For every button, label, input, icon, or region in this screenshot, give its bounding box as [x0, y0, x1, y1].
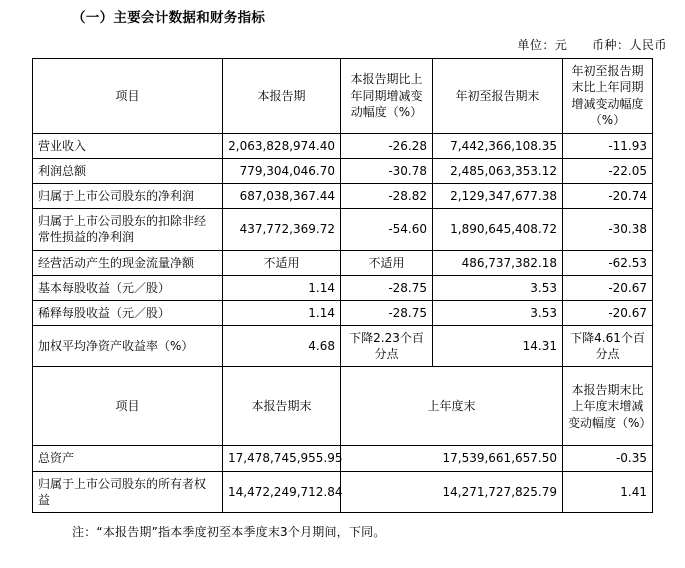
row-ytd-change-value: -30.38: [563, 209, 653, 250]
balance-sheet-table: [32, 366, 653, 513]
row-ytd-value: 3.53: [433, 300, 563, 325]
row-change-value: 不适用: [341, 250, 433, 275]
table-row: [33, 326, 653, 367]
row-current-value: 4.68: [223, 326, 341, 367]
row-item-label: 归属于上市公司股东的所有者权益: [33, 471, 223, 512]
row-change-value: -28.75: [341, 300, 433, 325]
table-row: [33, 446, 653, 471]
row-ytd-value: 3.53: [433, 275, 563, 300]
table-header-row: [33, 367, 653, 446]
row-current-value: 437,772,369.72: [223, 209, 341, 250]
row-ytd-value: 14.31: [433, 326, 563, 367]
row-ytd-change-value: -20.74: [563, 183, 653, 208]
table-header-row: [33, 58, 653, 133]
row-ytd-change-value: -20.67: [563, 300, 653, 325]
row-change-value: 1.41: [563, 471, 653, 512]
header-ytd: 年初至报告期末: [433, 58, 563, 133]
row-change-value: -0.35: [563, 446, 653, 471]
table-row: [33, 300, 653, 325]
row-change-value: -28.75: [341, 275, 433, 300]
row-item-label: 加权平均净资产收益率（%）: [33, 326, 223, 367]
unit-label: 单位：元: [517, 37, 568, 52]
row-change-value: 下降2.23个百分点: [341, 326, 433, 367]
table-row: [33, 183, 653, 208]
row-item-label: 营业收入: [33, 133, 223, 158]
row-ytd-value: 7,442,366,108.35: [433, 133, 563, 158]
row-ytd-value: 2,129,347,677.38: [433, 183, 563, 208]
row-item-label: 稀释每股收益（元／股）: [33, 300, 223, 325]
row-current-value: 2,063,828,974.40: [223, 133, 341, 158]
currency-label: 币种：人民币: [591, 37, 667, 52]
row-current-value: 1.14: [223, 275, 341, 300]
header-ytd-change: 年初至报告期末比上年同期增减变动幅度（%）: [563, 58, 653, 133]
row-ytd-change-value: -22.05: [563, 158, 653, 183]
row-last-year-end-value: 14,271,727,825.79: [341, 471, 563, 512]
row-ytd-change-value: -20.67: [563, 275, 653, 300]
row-item-label: 归属于上市公司股东的扣除非经常性损益的净利润: [33, 209, 223, 250]
header-period-end: 本报告期末: [223, 367, 341, 446]
row-ytd-change-value: -62.53: [563, 250, 653, 275]
row-ytd-value: 486,737,382.18: [433, 250, 563, 275]
row-item-label: 总资产: [33, 446, 223, 471]
row-current-value: 779,304,046.70: [223, 158, 341, 183]
row-item-label: 经营活动产生的现金流量净额: [33, 250, 223, 275]
row-change-value: -28.82: [341, 183, 433, 208]
header-item: 项目: [33, 367, 223, 446]
row-change-value: -26.28: [341, 133, 433, 158]
table-row: [33, 133, 653, 158]
row-current-value: 1.14: [223, 300, 341, 325]
row-item-label: 利润总额: [33, 158, 223, 183]
page-title: （一）主要会计数据和财务指标: [72, 10, 266, 26]
row-current-value: 687,038,367.44: [223, 183, 341, 208]
financial-indicators-table: [32, 58, 653, 368]
row-period-end-value: 14,472,249,712.84: [223, 471, 341, 512]
header-current-change: 本报告期比上年同期增减变动幅度（%）: [341, 58, 433, 133]
row-item-label: 基本每股收益（元／股）: [33, 275, 223, 300]
table-row: [33, 250, 653, 275]
row-ytd-value: 1,890,645,408.72: [433, 209, 563, 250]
header-current-period: 本报告期: [223, 58, 341, 133]
row-item-label: 归属于上市公司股东的净利润: [33, 183, 223, 208]
header-change: 本报告期末比上年度末增减变动幅度（%）: [563, 367, 653, 446]
header-last-year-end: 上年度末: [341, 367, 563, 446]
table-row: [33, 209, 653, 250]
row-period-end-value: 17,478,745,955.95: [223, 446, 341, 471]
header-item: 项目: [33, 58, 223, 133]
table-note: 注：“本报告期”指本季度初至本季度末3个月期间，下同。: [72, 525, 386, 540]
row-ytd-change-value: 下降4.61个百分点: [563, 326, 653, 367]
row-ytd-change-value: -11.93: [563, 133, 653, 158]
row-change-value: -30.78: [341, 158, 433, 183]
row-last-year-end-value: 17,539,661,657.50: [341, 446, 563, 471]
unit-currency-line: [0, 30, 685, 58]
row-change-value: -54.60: [341, 209, 433, 250]
table-row: [33, 471, 653, 512]
table-row: [33, 158, 653, 183]
row-current-value: 不适用: [223, 250, 341, 275]
table-row: [33, 275, 653, 300]
row-ytd-value: 2,485,063,353.12: [433, 158, 563, 183]
